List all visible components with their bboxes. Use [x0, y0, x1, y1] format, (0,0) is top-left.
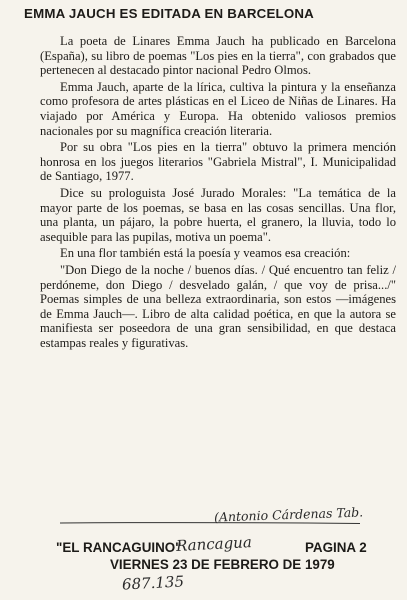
article-headline: EMMA JAUCH ES EDITADA EN BARCELONA	[24, 6, 314, 21]
handwritten-city: Rancagua	[175, 533, 253, 555]
handwritten-archive-code: 687.135	[121, 572, 185, 594]
paragraph-4: Dice su prologuista José Jurado Morales: "La temática de la mayor parte de los poemas, se basa en las cosas sencillas. Una flor, una planta, un pájaro, la pobre huerta, el granero, la lluvia, todo lo asequible para las pupilas, motiva un poema".	[40, 185, 396, 244]
paragraph-3: Por su obra "Los pies en la tierra" obtuvo la primera mención honrosa en los juegos literarios "Gabriela Mistral", I. Municipalidad de Santiago, 1977.	[40, 140, 396, 184]
newspaper-name: "EL RANCAGUINO"	[56, 540, 182, 555]
paragraph-5: En una flor también está la poesía y veamos esa creación:	[60, 246, 351, 261]
handwritten-signature: (Antonio Cárdenas Tab.	[213, 504, 364, 525]
paragraph-6: "Don Diego de la noche / buenos días. / Qué encuentro tan feliz / perdóneme, don Diego / desvelado galán, / que voy de prisa.../" Poemas simples de una belleza extraordinaria, son estos —imágenes de Emma Jauch—. Libro de alta calidad poética, en que la autora se manifiesta ser poseedora de una gran sensibilidad, en que destaca estampas reales y figurativas.	[40, 262, 396, 350]
paragraph-1: La poeta de Linares Emma Jauch ha publicado en Barcelona (España), su libro de poemas "Los pies en la tierra", con grabados que pertenecen al destacado pintor nacional Pedro Olmos.	[40, 34, 396, 78]
paragraph-2: Emma Jauch, aparte de la lírica, cultiva la pintura y la enseñanza como profesora de artes plásticas en el Liceo de Niñas de Linares. Ha viajado por América y Europa. Ha obtenido valiosos premios nacionales por su magnífica creación literaria.	[40, 79, 396, 138]
page-number: PAGINA 2	[305, 540, 367, 555]
publication-date: VIERNES 23 DE FEBRERO DE 1979	[110, 557, 335, 572]
handwritten-underline	[60, 522, 360, 524]
article-body	[40, 34, 396, 352]
